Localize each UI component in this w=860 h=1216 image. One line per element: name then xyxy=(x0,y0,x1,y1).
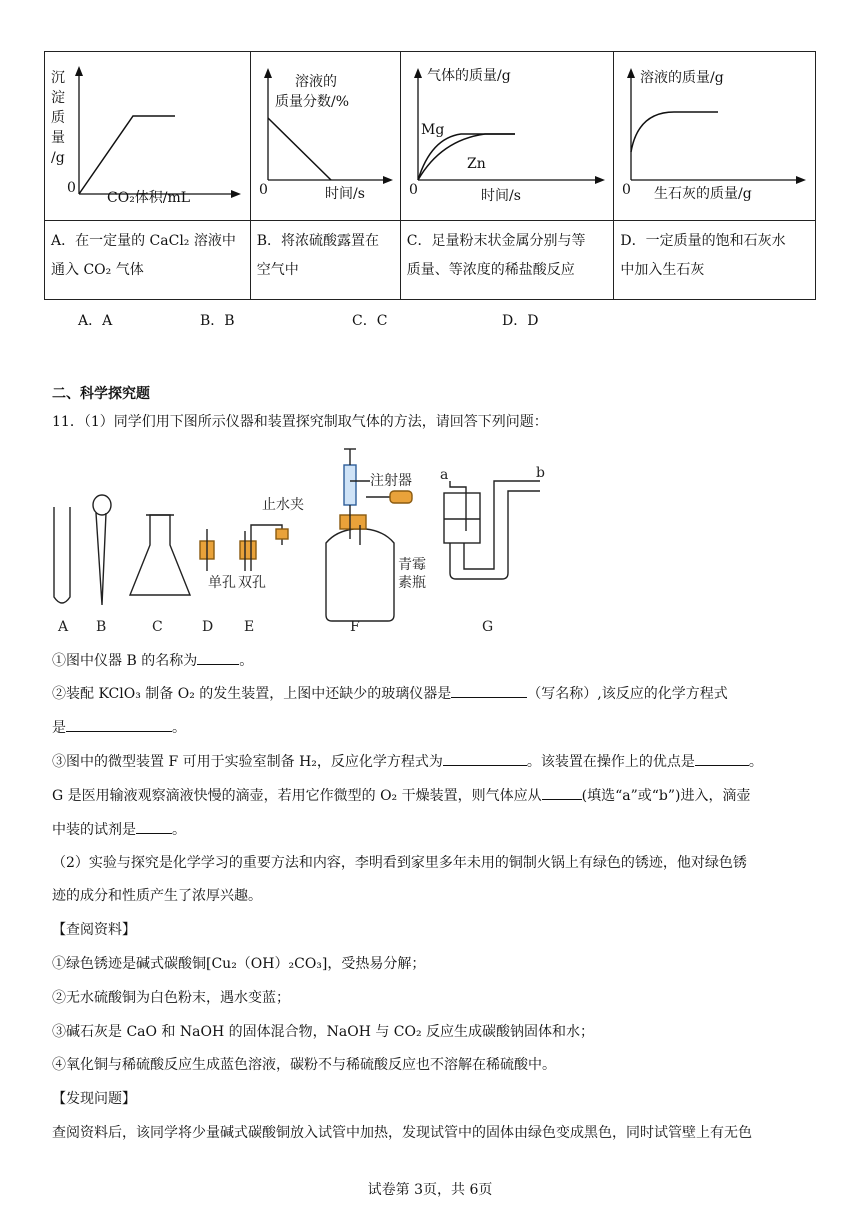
flask-icon xyxy=(130,515,190,595)
find-title: 【发现问题】 xyxy=(52,1091,136,1107)
graph-a-cell xyxy=(45,52,251,221)
q11-2: ②装配 KClO₃ 制备 O₂ 的发生装置，上图中还缺少的玻璃仪器是 （写名称）,该反应的化学方程式 xyxy=(52,683,728,704)
option-a-cell xyxy=(45,221,251,300)
graph-b-ylabel-1: 溶液的 xyxy=(294,74,337,90)
label-b: B xyxy=(96,619,107,635)
graph-c-cell xyxy=(400,52,614,221)
option-d-line2: 中加入生石灰 xyxy=(620,262,705,278)
label-c: C xyxy=(152,619,163,635)
graph-c-origin: 0 xyxy=(408,182,418,198)
q11-1: ①图中仪器 B 的名称为 。 xyxy=(52,650,253,671)
option-b-line2: 空气中 xyxy=(256,262,299,278)
graph-b-cell xyxy=(250,52,400,221)
q11-3: ③图中的微型装置 F 可用于实验室制备 H₂，反应化学方程式为 。该装置在操作上的优点是 。 xyxy=(52,751,763,772)
graph-a-ylabel-4: 量 xyxy=(51,130,65,146)
label-bottle-1: 青霉 xyxy=(398,557,426,573)
answer-blank[interactable] xyxy=(695,751,749,766)
water-clamp-icon xyxy=(276,529,288,539)
apparatus-figure xyxy=(40,445,580,645)
graph-c-mg-label: Mg xyxy=(420,122,445,138)
graph-a-ylabel-5: /g xyxy=(51,150,65,166)
ref-1: ①绿色锈迹是碱式碳酸铜[Cu₂（OH）₂CO₃]，受热易分解； xyxy=(52,956,426,972)
graph-b-origin: 0 xyxy=(258,182,268,198)
ref-4: ④氧化铜与稀硫酸反应生成蓝色溶液，碳粉不与稀硫酸反应也不溶解在稀硫酸中。 xyxy=(52,1057,556,1073)
label-e: E xyxy=(244,619,255,635)
label-port-a: a xyxy=(440,467,449,483)
pipette-icon xyxy=(93,495,111,515)
answer-blank[interactable] xyxy=(542,785,582,800)
drip-chamber-icon xyxy=(444,493,480,543)
label-single: 单孔 xyxy=(208,575,236,591)
graph-d-cell xyxy=(614,52,816,221)
graph-a-ylabel-1: 沉 xyxy=(51,70,65,86)
ref-2: ②无水硫酸铜为白色粉末，遇水变蓝； xyxy=(52,990,290,1006)
graph-b-xlabel: 时间/s xyxy=(324,186,365,202)
choice-a[interactable]: A．A xyxy=(78,313,113,329)
option-b-line1: B．将浓硫酸露置在 xyxy=(256,233,380,249)
graph-c-xlabel: 时间/s xyxy=(480,188,521,204)
label-syringe: 注射器 xyxy=(370,473,412,489)
label-bottle-2: 素瓶 xyxy=(398,575,426,591)
option-a-line1: A．在一定量的 CaCl₂ 溶液中 xyxy=(51,233,236,249)
label-d: D xyxy=(202,619,214,635)
graph-a-curve xyxy=(79,116,175,194)
label-g: G xyxy=(482,619,494,635)
part2-line2: 迹的成分和性质产生了浓厚兴趣。 xyxy=(52,888,262,904)
graph-b xyxy=(251,52,401,220)
graph-c-ylabel: 气体的质量/g xyxy=(426,68,511,84)
label-clamp: 止水夹 xyxy=(262,497,304,513)
label-double: 双孔 xyxy=(238,575,266,591)
answer-blank[interactable] xyxy=(443,751,527,766)
choice-b[interactable]: B．B xyxy=(200,313,235,329)
double-stopper-icon xyxy=(240,541,256,559)
choice-c[interactable]: C．C xyxy=(352,313,388,329)
q11-3g: G 是医用输液观察滴液快慢的滴壶，若用它作微型的 O₂ 干燥装置，则气体应从 (填选“a”或“b”)进入，滴壶 xyxy=(52,785,751,806)
graph-a-xlabel: CO₂体积/mL xyxy=(107,190,191,206)
label-f: F xyxy=(350,619,360,635)
ref-3: ③碱石灰是 CaO 和 NaOH 的固体混合物，NaOH 与 CO₂ 反应生成碳酸钠固体和水； xyxy=(52,1024,595,1040)
graph-c-zn-label: Zn xyxy=(466,156,486,172)
q11-2b: 是 。 xyxy=(52,717,186,738)
question-table xyxy=(44,51,816,300)
q11-intro: 11．（1）同学们用下图所示仪器和装置探究制取气体的方法，请回答下列问题： xyxy=(52,414,548,430)
graph-b-ylabel-2: 质量分数/% xyxy=(274,94,349,110)
choice-d[interactable]: D．D xyxy=(502,313,539,329)
section-title: 二、科学探究题 xyxy=(52,386,150,402)
option-c-line1: C．足量粉末状金属分别与等 xyxy=(406,233,586,249)
part2-line1: （2）实验与探究是化学学习的重要方法和内容，李明看到家里多年未用的铜制火锅上有绿色的锈迹，他对绿色锈 xyxy=(52,855,747,871)
answer-blank[interactable] xyxy=(136,819,172,834)
graph-c xyxy=(401,52,615,220)
label-a: A xyxy=(58,619,69,635)
graph-d-origin: 0 xyxy=(622,182,632,198)
graph-a-ylabel-2: 淀 xyxy=(51,90,65,106)
page-footer: 试卷第 3页，共 6页 xyxy=(367,1182,493,1198)
find-text: 查阅资料后，该同学将少量碱式碳酸铜放入试管中加热，发现试管中的固体由绿色变成黑色，同时试管壁上有无色 xyxy=(52,1125,752,1141)
option-d-line1: D．一定质量的饱和石灰水 xyxy=(620,233,786,249)
label-port-b: b xyxy=(536,465,545,481)
graph-b-curve xyxy=(268,118,331,180)
answer-blank[interactable] xyxy=(66,717,172,732)
graph-a xyxy=(45,52,251,220)
option-d-cell xyxy=(614,221,816,300)
ref-title: 【查阅资料】 xyxy=(52,922,136,938)
graph-d-ylabel: 溶液的质量/g xyxy=(640,70,725,86)
graph-d-curve xyxy=(631,112,718,152)
q11-3g-b: 中装的试剂是 。 xyxy=(52,819,186,840)
option-b-cell xyxy=(250,221,400,300)
option-a-line2: 通入 CO₂ 气体 xyxy=(51,262,144,278)
option-c-line2: 质量、等浓度的稀盐酸反应 xyxy=(406,262,575,278)
option-c-cell xyxy=(400,221,614,300)
answer-blank[interactable] xyxy=(197,650,239,665)
graph-d-xlabel: 生石灰的质量/g xyxy=(654,186,753,202)
graph-d xyxy=(614,52,816,220)
graph-a-ylabel-3: 质 xyxy=(51,110,65,126)
test-tube-icon xyxy=(54,507,70,603)
graph-a-origin: 0 xyxy=(67,180,76,196)
syringe-icon xyxy=(344,465,356,505)
answer-blank[interactable] xyxy=(451,683,527,698)
